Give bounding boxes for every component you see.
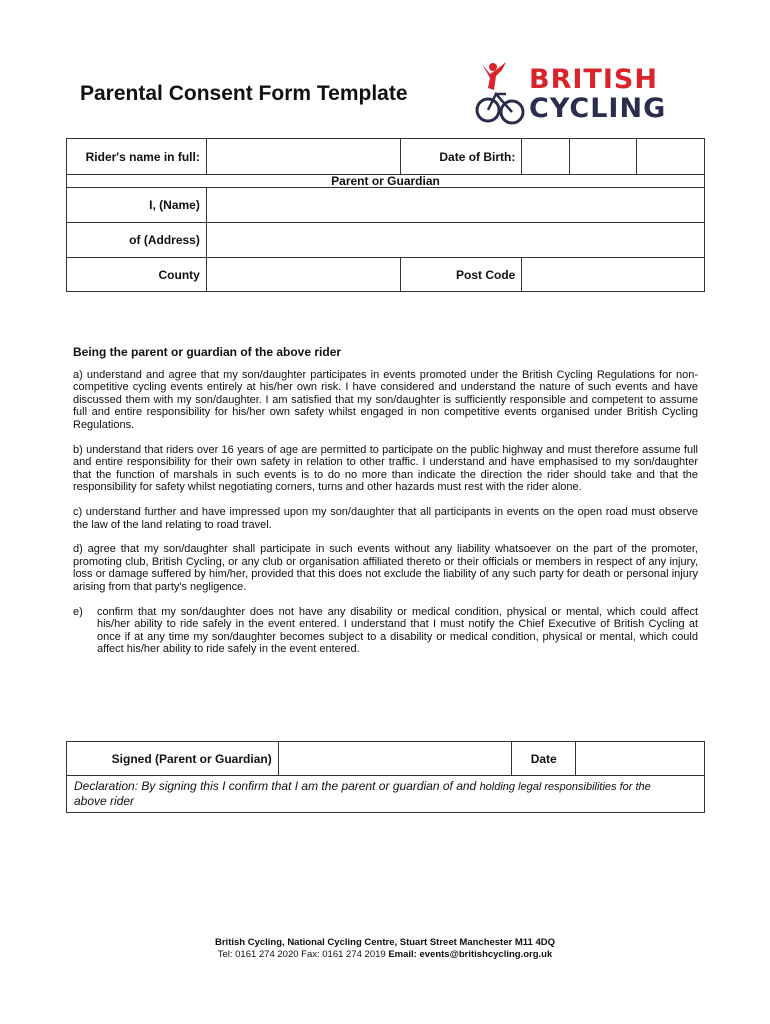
postcode-field[interactable] — [522, 258, 705, 292]
postcode-label: Post Code — [400, 258, 522, 292]
declaration-main: Declaration: By signing this I confirm that I am the parent or guardian of and — [74, 779, 480, 793]
british-cycling-logo — [472, 58, 687, 136]
logo-text-british: BRITISH — [529, 64, 658, 95]
consent-heading: Being the parent or guardian of the above rider — [73, 345, 342, 359]
page-title: Parental Consent Form Template — [80, 82, 408, 105]
dob-year-field[interactable] — [637, 139, 705, 175]
rider-name-field[interactable] — [206, 139, 400, 175]
dob-label: Date of Birth: — [400, 139, 522, 175]
rider-name-label: Rider's name in full: — [67, 139, 207, 175]
signature-table — [66, 741, 705, 813]
declaration-end: above rider — [74, 794, 135, 808]
address-field[interactable] — [206, 223, 704, 258]
logo-text-cycling: CYCLING — [529, 93, 667, 124]
clause-e-text: confirm that my son/daughter does not have any disability or medical condition, physical or mental, which could affect his/her ability to ride safely in the event entered. I understand that I must notify the Chief Executive of British Cycling at once if at any time my son/daughter becomes subject to a disability or medical condition, physical or mental, which could affect his/her ability to ride safely in the event entered. — [97, 605, 698, 656]
date-field[interactable] — [576, 742, 705, 776]
cyclist-icon — [472, 58, 532, 136]
clause-b: b) understand that riders over 16 years of age are permitted to participate on the public highway and must therefore assume full and entire responsibility for their own safety in relation to other traffic. I understand and have emphasised to my son/daughter that the function of marshals in such events is to do no more than indicate the direction the rider should take and that the responsibility for safety whilst negotiating corners, turns and other hazards must rest with the rider alone. — [73, 443, 698, 494]
clause-e-marker: e) — [73, 605, 83, 618]
dob-month-field[interactable] — [569, 139, 637, 175]
clause-d: d) agree that my son/daughter shall participate in such events without any liability whatsoever on the part of the promoter, promoting club, British Cycling, or any club or organisation affiliated thereto or their officials or members in respect of any injury, loss or damage suffered by him/her, provided that this does not exclude the liability of any such party for death or personal injury arising from that party's negligence. — [73, 543, 698, 593]
clause-a: a) understand and agree that my son/daughter participates in events promoted under the British Cycling Regulations for non-competitive cycling events entirely at his/her own risk. I have considered and understand the nature of such events and have discussed them with my son/daughter. I am satisfied that my son/daughter is sufficiently responsible and competent to assume full and entire responsibility for his/her own safety whilst engaged in non competitive events organised under British Cycling Regulations. — [73, 368, 698, 431]
name-label: I, (Name) — [67, 188, 207, 223]
footer-address: British Cycling, National Cycling Centre, Stuart Street Manchester M11 4DQ — [215, 937, 555, 948]
clause-e — [73, 606, 698, 656]
footer-email[interactable]: Email: events@britishcycling.org.uk — [388, 949, 553, 960]
parent-guardian-header: Parent or Guardian — [67, 175, 705, 188]
consent-body — [73, 346, 698, 656]
footer — [0, 937, 770, 961]
declaration-small: holding legal responsibilities for the — [479, 781, 651, 793]
date-label: Date — [512, 742, 576, 776]
declaration — [67, 776, 705, 813]
parent-name-field[interactable] — [206, 188, 704, 223]
signed-label: Signed (Parent or Guardian) — [67, 742, 279, 776]
address-label: of (Address) — [67, 223, 207, 258]
county-label: County — [67, 258, 207, 292]
county-field[interactable] — [206, 258, 400, 292]
signature-field[interactable] — [278, 742, 512, 776]
footer-contact — [0, 949, 770, 961]
rider-details-table — [66, 138, 705, 292]
dob-day-field[interactable] — [522, 139, 569, 175]
footer-phones: Tel: 0161 274 2020 Fax: 0161 274 2019 — [217, 949, 389, 960]
clause-c: c) understand further and have impressed upon my son/daughter that all participants in events on the open road must observe the law of the land relating to road travel. — [73, 505, 698, 531]
